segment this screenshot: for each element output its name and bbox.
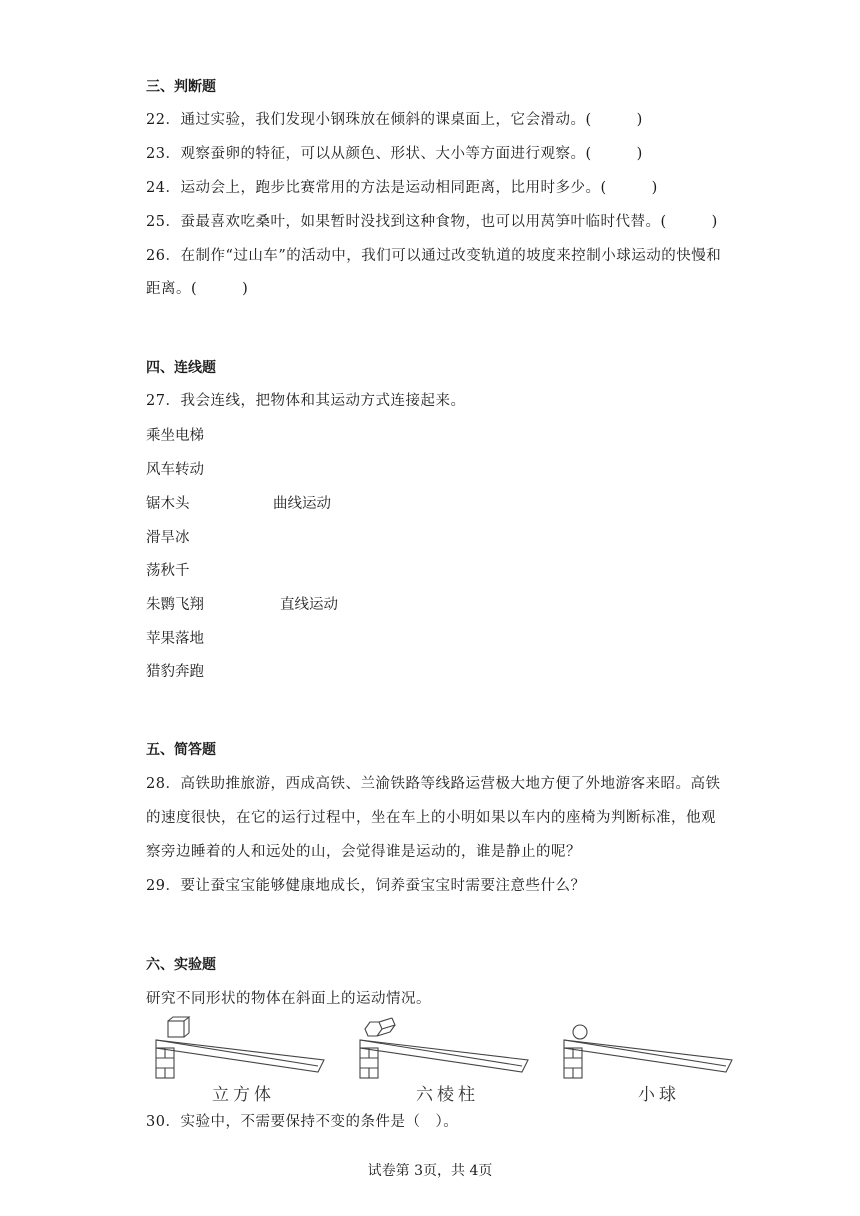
question-29: 29．要让蚕宝宝能够健康地成长，饲养蚕宝宝时需要注意些什么？ — [146, 878, 586, 894]
incline-experiment-figure — [146, 1014, 746, 1080]
match-item: 滑旱冰 — [146, 530, 190, 546]
question-26-line-2: 距离。( ) — [146, 281, 249, 297]
match-item: 猎豹奔跑 — [146, 664, 204, 680]
figure-label-cube: 立方体 — [212, 1085, 275, 1105]
motion-type-curve: 曲线运动 — [273, 496, 331, 512]
match-item: 锯木头 — [146, 496, 190, 512]
match-item: 苹果落地 — [146, 631, 204, 647]
section-title-experiment: 六、实验题 — [146, 957, 216, 973]
question-24: 24．运动会上，跑步比赛常用的方法是运动相同距离，比用时多少。( ) — [146, 180, 658, 196]
experiment-intro: 研究不同形状的物体在斜面上的运动情况。 — [146, 991, 431, 1007]
figure-label-ball: 小球 — [638, 1085, 680, 1105]
question-27: 27．我会连线，把物体和其运动方式连接起来。 — [146, 393, 466, 409]
question-22: 22．通过实验，我们发现小钢珠放在倾斜的课桌面上，它会滑动。( ) — [146, 112, 643, 128]
section-title-match: 四、连线题 — [146, 360, 216, 376]
hexagonal-prism-ramp — [360, 1018, 528, 1078]
question-28-line-2: 的速度很快，在它的运行过程中，坐在车上的小明如果以车内的座椅为判断标准，他观 — [146, 810, 716, 826]
match-item: 风车转动 — [146, 462, 204, 478]
section-title-short: 五、简答题 — [146, 742, 216, 758]
question-25: 25．蚕最喜欢吃桑叶，如果暂时没找到这种食物，也可以用莴笋叶临时代替。( ) — [146, 214, 718, 230]
question-30: 30．实验中，不需要保持不变的条件是（ ）。 — [146, 1114, 459, 1130]
question-28-line-3: 察旁边睡着的人和远处的山，会觉得谁是运动的，谁是静止的呢？ — [146, 844, 581, 860]
page-footer: 试卷第 3页，共 4页 — [367, 1163, 493, 1179]
match-item: 乘坐电梯 — [146, 428, 204, 444]
match-item: 荡秋千 — [146, 563, 190, 579]
ball-ramp — [564, 1025, 732, 1078]
section-title-judge: 三、判断题 — [146, 79, 216, 95]
motion-type-straight: 直线运动 — [280, 597, 338, 613]
cube-ramp — [156, 1017, 324, 1078]
figure-label-hexagonal-prism: 六棱柱 — [416, 1085, 479, 1105]
question-23: 23．观察蚕卵的特征，可以从颜色、形状、大小等方面进行观察。( ) — [146, 146, 643, 162]
question-28-line-1: 28．高铁助推旅游，西成高铁、兰渝铁路等线路运营极大地方便了外地游客来昭。高铁 — [146, 776, 721, 792]
question-26-line-1: 26．在制作“过山车”的活动中，我们可以通过改变轨道的坡度来控制小球运动的快慢和 — [146, 248, 722, 264]
match-item: 朱鹮飞翔 — [146, 597, 204, 613]
